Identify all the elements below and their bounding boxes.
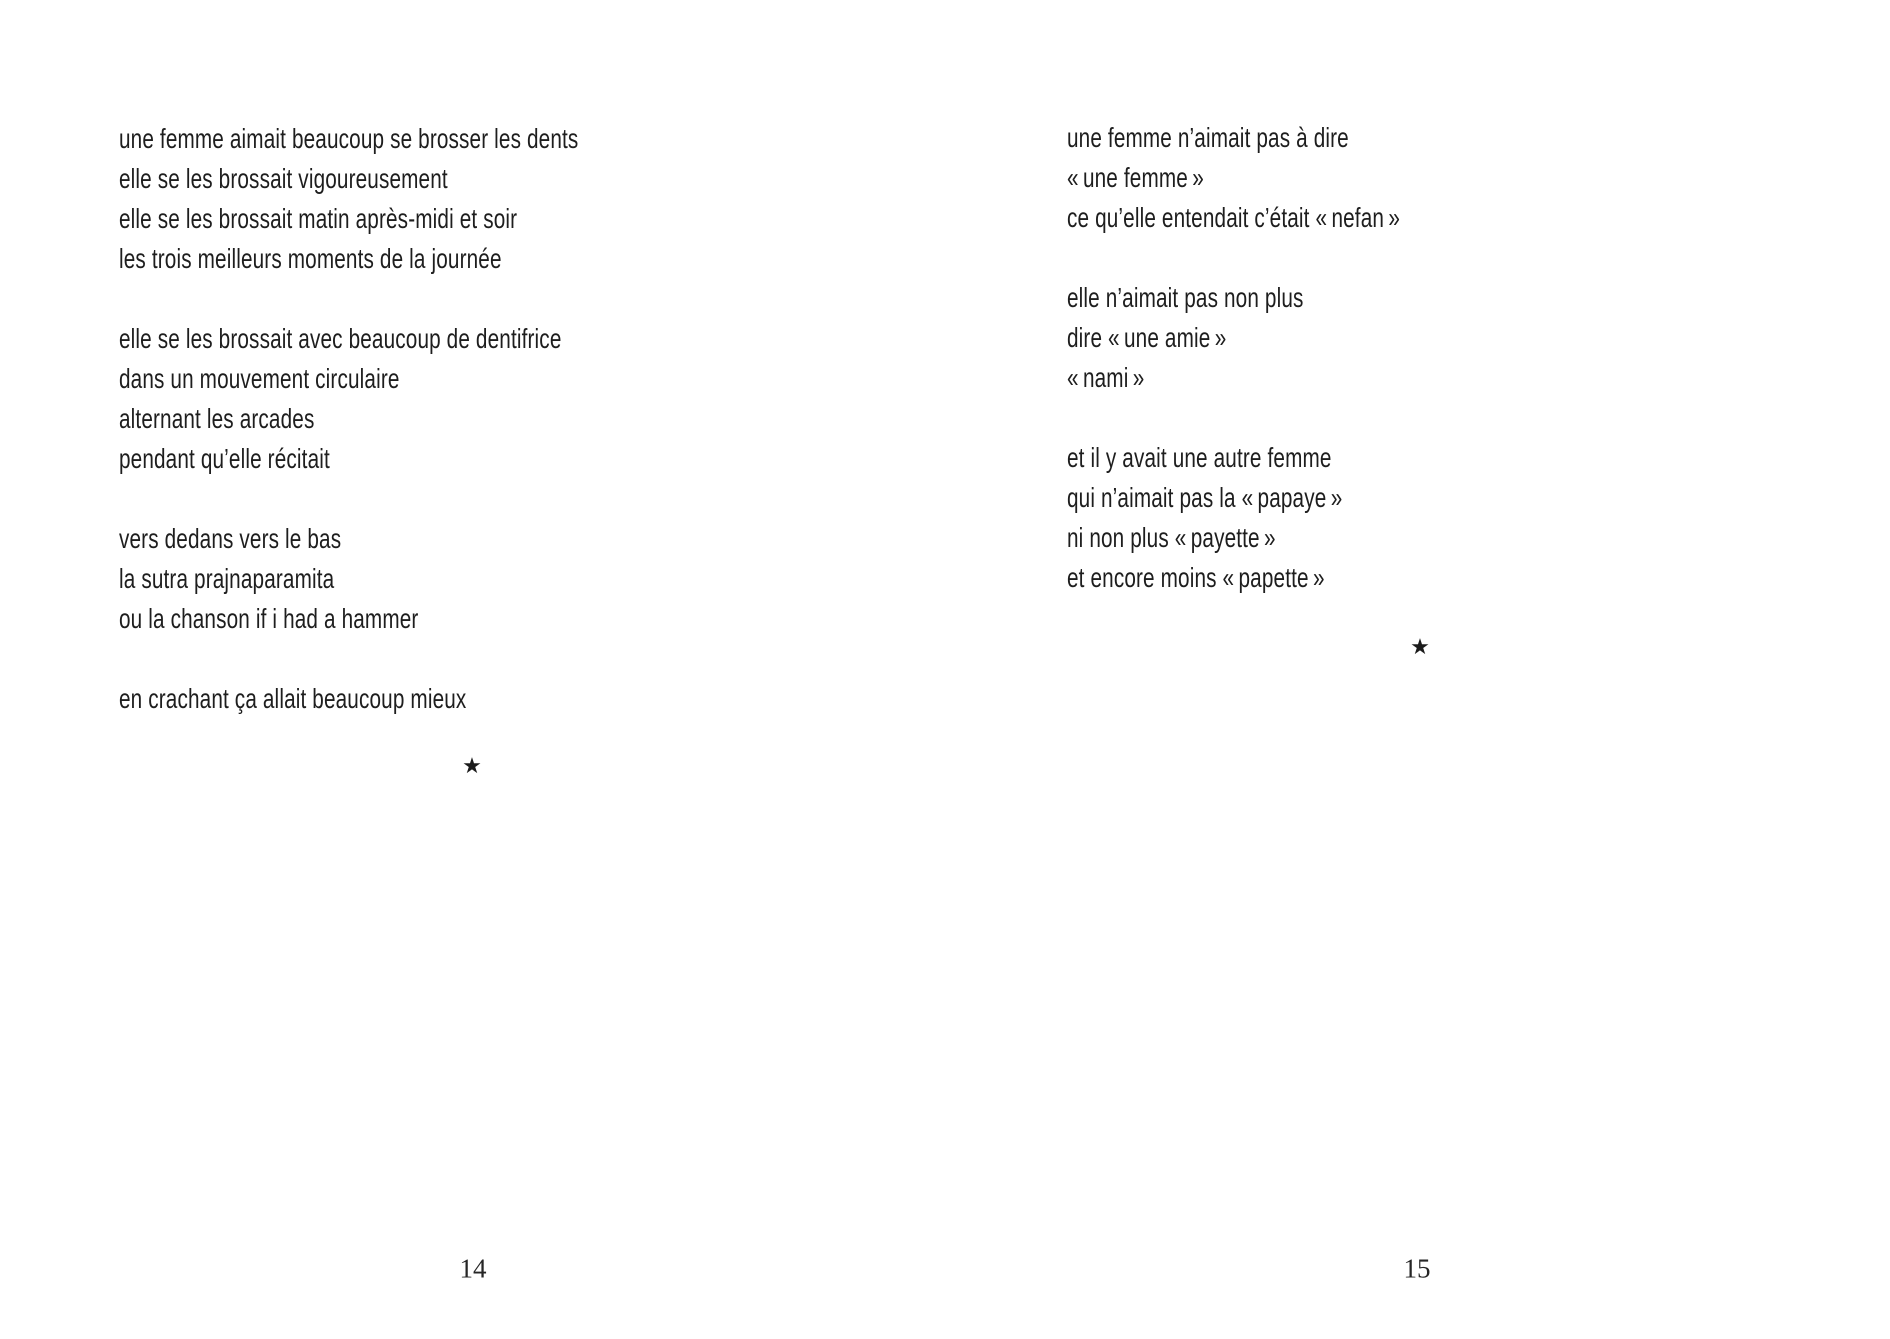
poem-line: les trois meilleurs moments de la journée: [119, 243, 502, 274]
stanza: [1067, 118, 1400, 238]
poem-line: qui n’aimait pas la « papaye »: [1067, 482, 1343, 513]
poem-line: une femme aimait beaucoup se brosser les dents: [119, 123, 579, 154]
stanza: [119, 319, 578, 479]
page-number-right: 15: [1403, 1253, 1431, 1284]
star-separator-icon: ★: [462, 754, 482, 779]
star-separator-icon: ★: [1410, 635, 1430, 660]
poem-line: une femme n’aimait pas à dire: [1067, 122, 1349, 153]
poem-line: elle n’aimait pas non plus: [1067, 282, 1304, 313]
poem-line: la sutra prajnaparamita: [119, 563, 335, 594]
stanza: [119, 119, 578, 279]
poem-line: en crachant ça allait beaucoup mieux: [119, 683, 467, 714]
poem-line: pendant qu’elle récitait: [119, 443, 330, 474]
poem-line: ou la chanson if i had a hammer: [119, 603, 419, 634]
poem-line: vers dedans vers le bas: [119, 523, 342, 554]
stanza: [119, 519, 578, 639]
poem-line: ce qu’elle entendait c’était « nefan »: [1067, 202, 1401, 233]
stanza: [119, 679, 578, 719]
poem-line: dire « une amie »: [1067, 322, 1227, 353]
stanza: [1067, 438, 1400, 598]
poem-left: [119, 119, 578, 719]
poem-line: ni non plus « payette »: [1067, 522, 1276, 553]
poem-line: dans un mouvement circulaire: [119, 363, 400, 394]
poem-line: elle se les brossait avec beaucoup de dentifrice: [119, 323, 562, 354]
poem-right: [1067, 118, 1400, 598]
stanza: [1067, 278, 1400, 398]
poem-line: « nami »: [1067, 362, 1145, 393]
poem-line: et il y avait une autre femme: [1067, 442, 1332, 473]
poem-line: elle se les brossait matin après-midi et soir: [119, 203, 518, 234]
poem-line: elle se les brossait vigoureusement: [119, 163, 448, 194]
page-number-left: 14: [459, 1253, 487, 1284]
poem-line: « une femme »: [1067, 162, 1204, 193]
poem-line: et encore moins « papette »: [1067, 562, 1325, 593]
poem-line: alternant les arcades: [119, 403, 315, 434]
